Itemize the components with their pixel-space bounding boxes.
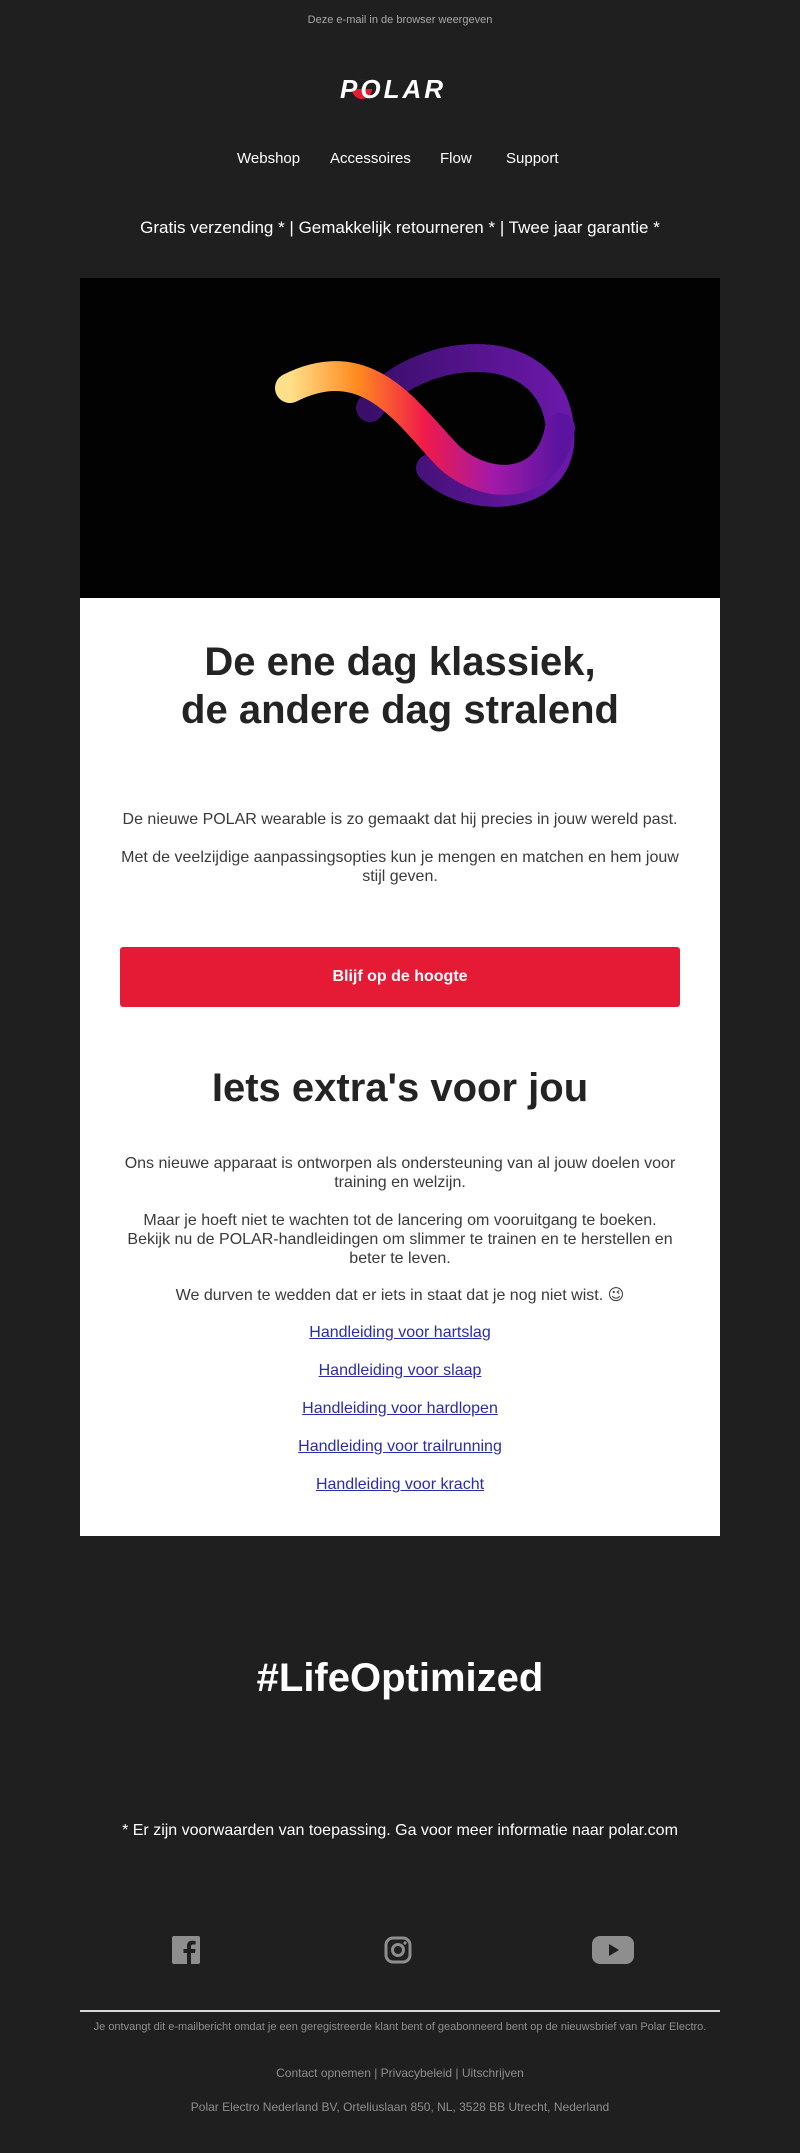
- view-in-browser-link[interactable]: Deze e-mail in de browser weergeven: [307, 14, 493, 26]
- footer-separator: |: [452, 2066, 462, 2080]
- facebook-icon[interactable]: [172, 1936, 200, 1964]
- youtube-icon[interactable]: [592, 1936, 634, 1964]
- contact-link[interactable]: Contact opnemen: [276, 2066, 371, 2080]
- main-nav: [0, 150, 800, 172]
- content-card: [80, 598, 720, 1536]
- extras-paragraph-1: Ons nieuwe apparaat is ontworpen als ondersteuning van al jouw doelen voor training en welzijn.: [124, 1155, 676, 1191]
- stay-updated-button[interactable]: Blijf op de hoogte: [120, 947, 680, 1007]
- footer-divider: [80, 2010, 720, 2012]
- unsubscribe-link[interactable]: Uitschrijven: [461, 2066, 524, 2080]
- headline: [120, 638, 680, 734]
- headline-line-1: De ene dag klassiek,: [204, 640, 596, 684]
- headline-line-2: de andere dag stralend: [181, 688, 619, 732]
- nav-webshop[interactable]: Webshop: [237, 150, 301, 167]
- extras-heading: Iets extra's voor jou: [211, 1066, 589, 1110]
- intro-paragraph-2: Met de veelzijdige aanpassingsopties kun je mengen en matchen en hem jouw stijl geven.: [121, 849, 679, 885]
- intro-paragraph-1: De nieuwe POLAR wearable is zo gemaakt dat hij precies in jouw wereld past.: [122, 811, 678, 828]
- usp-banner: Gratis verzending * | Gemakkelijk retourneren * | Twee jaar garantie *: [140, 218, 660, 237]
- terms-note: * Er zijn voorwaarden van toepassing. Ga voor meer informatie naar polar.com: [122, 1822, 678, 1839]
- guide-link-heart-rate[interactable]: Handleiding voor hartslag: [309, 1324, 491, 1341]
- guide-link-running[interactable]: Handleiding voor hardlopen: [302, 1400, 498, 1417]
- guide-link-trailrunning[interactable]: Handleiding voor trailrunning: [298, 1438, 502, 1455]
- company-address: Polar Electro Nederland BV, Orteliuslaan 850, NL, 3528 BB Utrecht, Nederland: [190, 2100, 610, 2114]
- nav-support[interactable]: Support: [506, 150, 559, 167]
- nav-accessoires[interactable]: Accessoires: [330, 150, 411, 167]
- infinity-ribbon-graphic: [80, 278, 720, 598]
- footer-links: [0, 2066, 800, 2080]
- extras-paragraph-2: Maar je hoeft niet te wachten tot de lancering om vooruitgang te boeken. Bekijk nu de POLAR-handleidingen om slimmer te trainen en te herstellen en beter te leven.: [127, 1212, 673, 1267]
- hero-image: [80, 278, 720, 598]
- polar-logo-mark: [340, 74, 460, 104]
- hashtag-heading: #LifeOptimized: [256, 1656, 544, 1700]
- logo-wordmark: POLAR: [340, 74, 446, 104]
- instagram-icon[interactable]: [384, 1936, 412, 1964]
- extras-paragraph-3: We durven te wedden dat er iets in staat dat je nog niet wist. 😉: [175, 1287, 625, 1304]
- privacy-link[interactable]: Privacybeleid: [380, 2066, 453, 2080]
- guide-link-strength[interactable]: Handleiding voor kracht: [315, 1476, 485, 1493]
- nav-flow[interactable]: Flow: [440, 150, 472, 167]
- polar-logo[interactable]: [340, 74, 460, 104]
- guide-link-sleep[interactable]: Handleiding voor slaap: [318, 1362, 482, 1379]
- footer-separator: |: [370, 2066, 381, 2080]
- footer-subscription-note: Je ontvangt dit e-mailbericht omdat je een geregistreerde klant bent of geabonneerd bent op de nieuwsbrief van Polar Electro.: [93, 2021, 707, 2033]
